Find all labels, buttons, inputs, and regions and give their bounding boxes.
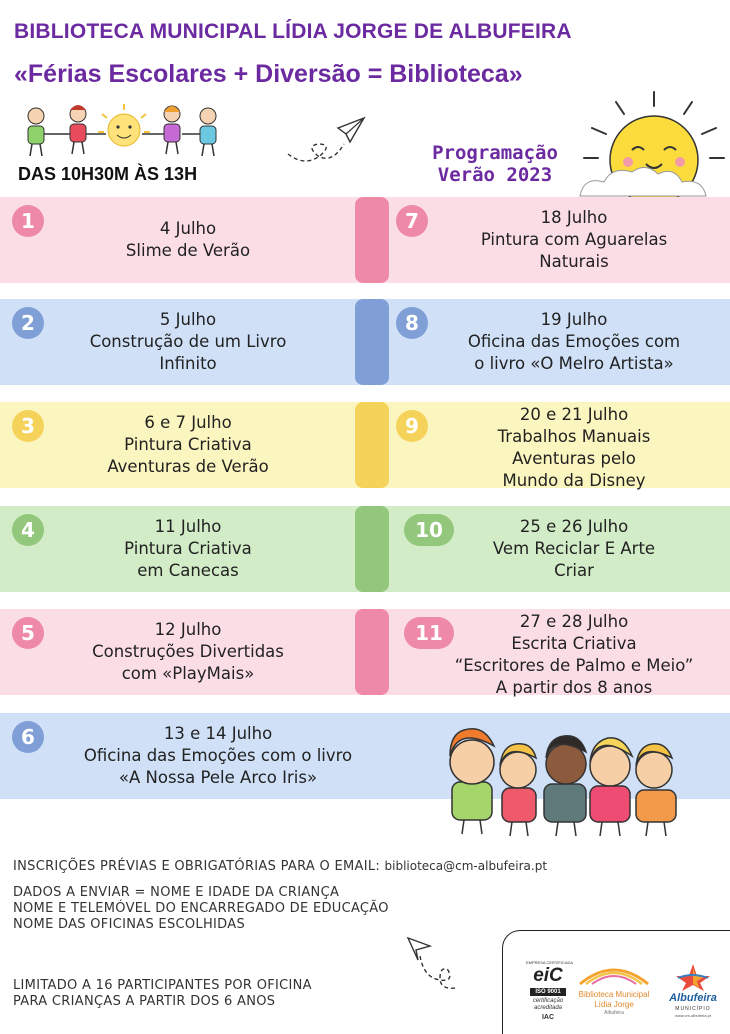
event-date: 4 Julho — [159, 219, 217, 238]
event-details — [23, 412, 353, 478]
event-title-line: Oficina das Emoções com o livro — [83, 746, 353, 765]
event-date: 19 Julho — [540, 310, 608, 329]
eic-accred: acreditada — [533, 1005, 563, 1011]
event-title-line: “Escritores de Palmo e Meio” — [454, 656, 694, 675]
event-details — [23, 218, 353, 262]
event-date: 5 Julho — [159, 310, 217, 329]
albufeira-name: Albufeira — [669, 992, 717, 1004]
event-title-line: Pintura Criativa — [124, 435, 252, 454]
paper-plane-icon — [282, 114, 368, 168]
event-details — [8, 723, 428, 789]
event-details — [419, 207, 729, 273]
albufeira-star-mark — [660, 962, 726, 992]
eic-iso: ISO 9001 — [530, 988, 566, 996]
event-title-line: Escrita Criativa — [511, 634, 637, 653]
event-title-line: Infinito — [159, 354, 217, 373]
band-divider — [355, 402, 389, 488]
albufeira-municipio: MUNICÍPIO — [675, 1006, 711, 1012]
band-divider — [355, 299, 389, 385]
albufeira-url: www.cm-albufeira.pt — [674, 1013, 711, 1018]
smiling-sun-illustration — [576, 88, 730, 198]
event-details — [23, 516, 353, 582]
email-address: biblioteca@cm-albufeira.pt — [384, 859, 548, 873]
event-details — [419, 309, 729, 375]
eic-iac: IAC — [541, 1014, 555, 1021]
registration-text: INSCRIÇÕES PRÉVIAS E OBRIGATÓRIAS PARA O EMAIL: — [13, 859, 381, 874]
event-details — [419, 404, 729, 492]
event-number-badge: 4 — [12, 514, 44, 546]
event-title-line: Slime de Verão — [125, 241, 251, 260]
event-title-line: Naturais — [539, 252, 609, 271]
eic-certification-logo — [526, 960, 574, 1028]
library-logo-line-1: Biblioteca Municipal — [578, 990, 650, 999]
event-date: 20 e 21 Julho — [519, 405, 629, 424]
paper-plane-icon-bottom — [404, 930, 464, 992]
library-title: BIBLIOTECA MUNICIPAL LÍDIA JORGE DE ALBUFEIRA — [14, 20, 572, 43]
eic-cert: certificação — [532, 998, 564, 1004]
event-number-badge: 10 — [404, 514, 454, 546]
band-divider — [355, 506, 389, 592]
event-number-badge: 6 — [12, 721, 44, 753]
event-title-line: Mundo da Disney — [502, 471, 646, 490]
library-logo-line-2: Lídia Jorge — [594, 1000, 634, 1009]
event-date: 27 e 28 Julho — [519, 612, 629, 631]
data-requirements — [13, 885, 389, 933]
event-title-line: Oficina das Emoções com — [467, 332, 681, 351]
event-number-badge: 11 — [404, 617, 454, 649]
event-number-badge: 8 — [396, 307, 428, 339]
data-line-1: DADOS A ENVIAR = NOME E IDADE DA CRIANÇA — [13, 885, 340, 900]
event-title-line: Pintura com Aguarelas — [480, 230, 668, 249]
registration-note — [13, 858, 547, 875]
event-title-line: o livro «O Melro Artista» — [474, 354, 674, 373]
event-details — [419, 611, 729, 699]
limit-line-2: PARA CRIANÇAS A PARTIR DOS 6 ANOS — [13, 994, 276, 1009]
programme-line-1: Programação — [432, 142, 558, 164]
programme-title — [404, 142, 586, 186]
event-number-badge: 9 — [396, 410, 428, 442]
albufeira-municipality-logo — [660, 962, 726, 1028]
campaign-title: «Férias Escolares + Diversão = Biblioteca» — [14, 60, 523, 88]
event-details — [419, 516, 729, 582]
event-title-line: Trabalhos Manuais — [497, 427, 651, 446]
event-number-badge: 3 — [12, 410, 44, 442]
event-title-line: A partir dos 8 anos — [495, 678, 653, 697]
event-title-line: «A Nossa Pele Arco Iris» — [118, 768, 318, 787]
library-logo-line-3: Albufeira — [604, 1010, 624, 1016]
schedule-hours: DAS 10H30M ÀS 13H — [18, 164, 198, 184]
library-logo — [574, 960, 654, 1028]
kids-group-illustration — [440, 722, 690, 840]
data-line-3: NOME DAS OFICINAS ESCOLHIDAS — [13, 917, 245, 932]
event-number-badge: 1 — [12, 205, 44, 237]
eic-mark: eiC — [533, 965, 563, 986]
event-number-badge: 2 — [12, 307, 44, 339]
event-title-line: Aventuras pelo — [512, 449, 636, 468]
event-title-line: Vem Reciclar E Arte — [492, 539, 656, 558]
event-title-line: Criar — [554, 561, 594, 580]
event-title-line: Construção de um Livro — [89, 332, 287, 351]
event-title-line: Pintura Criativa — [124, 539, 252, 558]
event-date: 13 e 14 Julho — [163, 724, 273, 743]
event-title-line: em Canecas — [137, 561, 239, 580]
event-date: 18 Julho — [540, 208, 608, 227]
event-date: 12 Julho — [154, 620, 222, 639]
event-title-line: com «PlayMais» — [121, 664, 255, 683]
event-date: 6 e 7 Julho — [144, 413, 232, 432]
limit-line-1: LIMITADO A 16 PARTICIPANTES POR OFICINA — [13, 978, 312, 993]
event-title-line: Aventuras de Verão — [107, 457, 269, 476]
participant-limit — [13, 978, 312, 1010]
event-date: 25 e 26 Julho — [519, 517, 629, 536]
event-date: 11 Julho — [154, 517, 222, 536]
event-details — [23, 619, 353, 685]
band-divider — [355, 197, 389, 283]
event-number-badge: 7 — [396, 205, 428, 237]
event-number-badge: 5 — [12, 617, 44, 649]
library-roof-mark — [574, 960, 654, 988]
band-divider — [355, 609, 389, 695]
event-title-line: Construções Divertidas — [92, 642, 284, 661]
event-details — [23, 309, 353, 375]
data-line-2: NOME E TELEMÓVEL DO ENCARREGADO DE EDUCAÇÃO — [13, 901, 389, 916]
kids-holding-hands-illustration — [14, 100, 224, 162]
eic-top-text: EMPRESA CERTIFICADA — [526, 960, 574, 965]
programme-line-2: Verão 2023 — [437, 164, 553, 186]
